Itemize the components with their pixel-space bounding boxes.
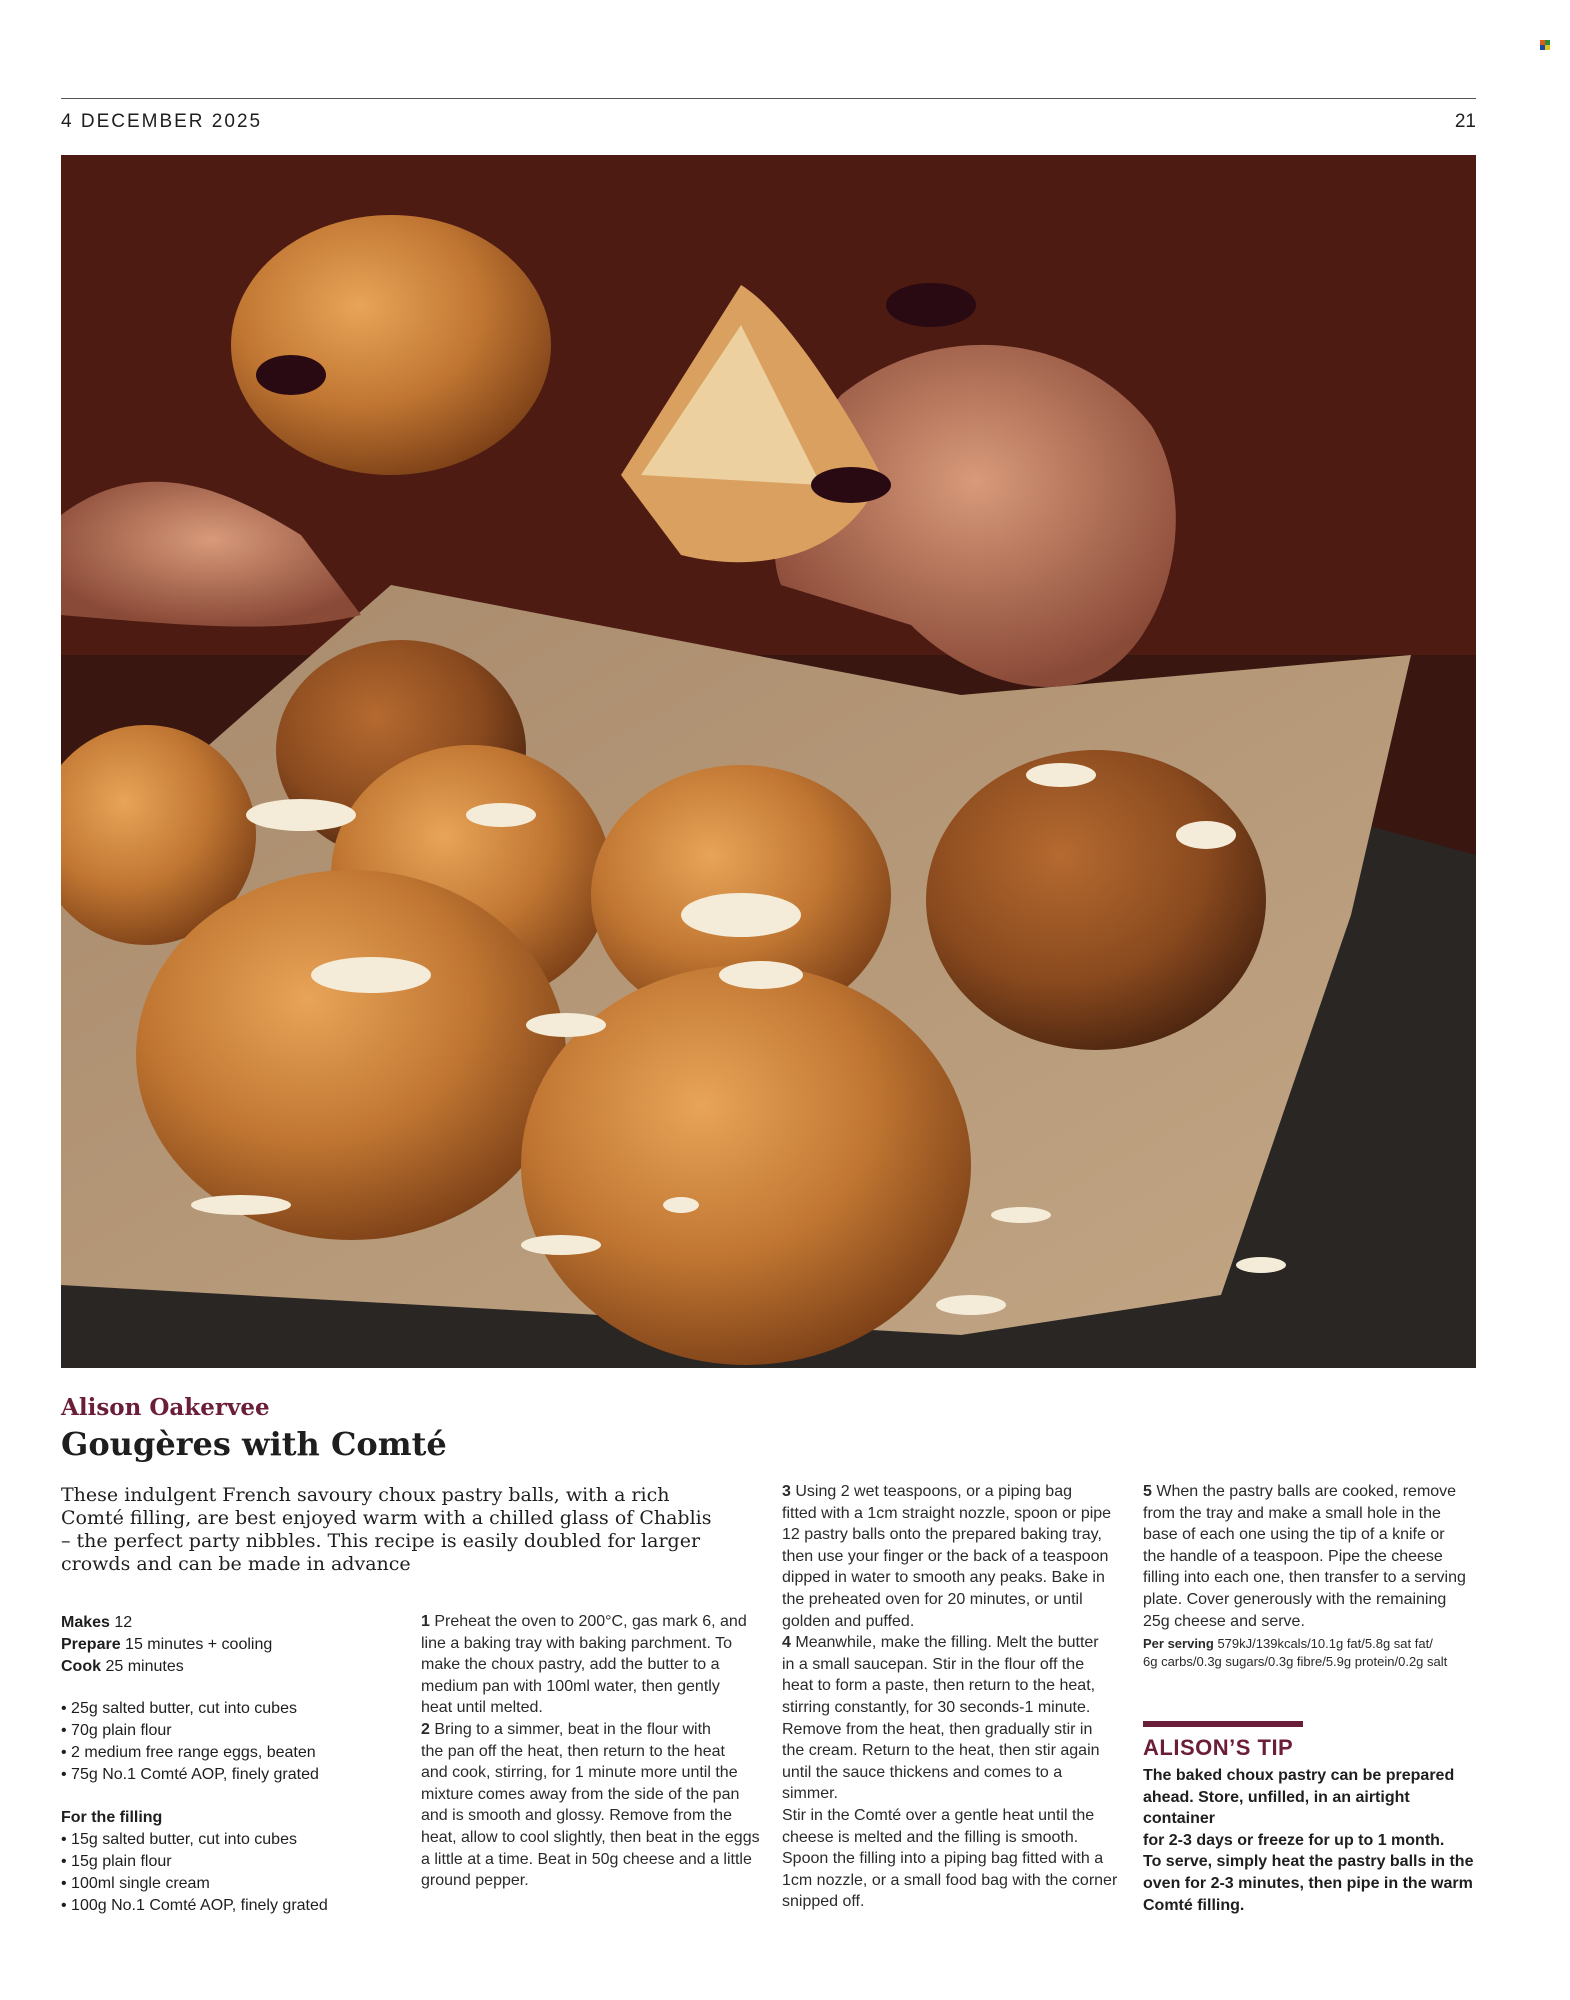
method-line: heat, allow to cool slightly, then beat in the eggs <box>421 1828 760 1846</box>
step-number: 3 <box>782 1483 791 1500</box>
method-line: Bring to a simmer, beat in the flour with <box>434 1720 711 1738</box>
method-line: in a small saucepan. Stir in the flour off the <box>782 1655 1085 1673</box>
corner-logo-mark <box>1540 40 1550 50</box>
ingredients-list <box>61 1698 319 1786</box>
method-line: medium pan with 100ml water, then gently <box>421 1677 720 1695</box>
method-line: Using 2 wet teaspoons, or a piping bag <box>795 1483 1072 1500</box>
method-line: golden and puffed. <box>782 1612 915 1630</box>
prepare-value: 15 minutes + cooling <box>125 1636 273 1653</box>
nutrition-line: 579kJ/139kcals/10.1g fat/5.8g sat fat/ <box>1217 1636 1433 1652</box>
intro-line: Comté filling, are best enjoyed warm with a chilled glass of Chablis <box>61 1507 712 1529</box>
filling-item: • 100ml single cream <box>61 1875 210 1892</box>
gougeres-photo <box>61 155 1476 1368</box>
method-column-2 <box>782 1481 1122 1913</box>
nutrition-info <box>1143 1635 1483 1671</box>
method-line: filling into each one, then transfer to a serving <box>1143 1569 1466 1587</box>
method-line: fitted with a 1cm straight nozzle, spoon or pipe <box>782 1504 1112 1522</box>
method-line: Remove from the heat, then gradually stir in <box>782 1720 1093 1738</box>
method-line: stirring constantly, for 30 seconds-1 minute. <box>782 1698 1091 1716</box>
method-line: 12 pastry balls onto the prepared baking tray, <box>782 1526 1102 1544</box>
makes-label: Makes <box>61 1614 110 1631</box>
method-line: from the tray and make a small hole in the <box>1143 1504 1441 1522</box>
filling-heading: For the filling <box>61 1809 163 1826</box>
ingredient-item: • 25g salted butter, cut into cubes <box>61 1700 297 1717</box>
method-line: dipped in water to smooth any peaks. Bake in <box>782 1569 1105 1587</box>
tip-title: ALISON’S TIP <box>1143 1735 1294 1760</box>
method-line: mixture comes away from the side of the pan <box>421 1785 740 1803</box>
tip-line: for 2-3 days or freeze for up to 1 month. <box>1143 1831 1445 1849</box>
recipe-meta <box>61 1612 272 1678</box>
recipe-title: Gougères with Comté <box>61 1425 447 1463</box>
prepare-label: Prepare <box>61 1636 121 1653</box>
tip-body <box>1143 1765 1478 1916</box>
method-line: the handle of a teaspoon. Pipe the cheese <box>1143 1547 1443 1565</box>
method-line: heat to form a paste, then return to the heat, <box>782 1677 1096 1695</box>
method-line: heat until melted. <box>421 1699 543 1717</box>
method-line: ground pepper. <box>421 1872 529 1890</box>
makes-row <box>61 1612 272 1634</box>
ingredient-item: • 70g plain flour <box>61 1722 172 1739</box>
step-number: 5 <box>1143 1483 1152 1500</box>
step-number: 1 <box>421 1613 430 1630</box>
tip-line: Comté filling. <box>1143 1896 1245 1914</box>
filling-list <box>61 1807 328 1917</box>
per-serving-label: Per serving <box>1143 1636 1214 1652</box>
method-line: snipped off. <box>782 1893 865 1911</box>
step-number: 2 <box>421 1720 430 1738</box>
method-line: until the sauce thickens and comes to a simmer. <box>782 1763 1063 1803</box>
method-line: Preheat the oven to 200°C, gas mark 6, and <box>434 1613 747 1630</box>
method-line: cheese is melted and the filling is smooth. <box>782 1828 1079 1846</box>
tip-line: ahead. Store, unfilled, in an airtight container <box>1143 1788 1410 1828</box>
makes-value: 12 <box>114 1614 133 1631</box>
intro-line: These indulgent French savoury choux pastry balls, with a rich <box>61 1484 670 1506</box>
method-line: the pan off the heat, then return to the heat <box>421 1742 725 1760</box>
cook-label: Cook <box>61 1658 101 1675</box>
method-line: plate. Cover generously with the remaining <box>1143 1590 1447 1608</box>
method-line: base of each one using the tip of a knife or <box>1143 1526 1445 1544</box>
tip-line: The baked choux pastry can be prepared <box>1143 1767 1455 1784</box>
ingredient-item: • 75g No.1 Comté AOP, finely grated <box>61 1766 319 1783</box>
method-line: and cook, stirring, for 1 minute more until the <box>421 1764 738 1782</box>
method-line: make the choux pastry, add the butter to a <box>421 1656 720 1674</box>
cook-value: 25 minutes <box>105 1658 184 1675</box>
recipe-intro <box>61 1484 761 1576</box>
ingredient-item: • 2 medium free range eggs, beaten <box>61 1744 316 1761</box>
tip-accent-bar <box>1143 1721 1303 1727</box>
recipe-author: Alison Oakervee <box>61 1394 270 1421</box>
intro-line: crowds and can be made in advance <box>61 1553 411 1575</box>
method-line: and is smooth and glossy. Remove from the <box>421 1807 732 1825</box>
tip-line: To serve, simply heat the pastry balls in the <box>1143 1853 1474 1871</box>
method-column-1 <box>421 1611 761 1892</box>
page-number: 21 <box>1454 111 1476 132</box>
prepare-row <box>61 1634 272 1656</box>
nutrition-line: 6g carbs/0.3g sugars/0.3g fibre/5.9g protein/0.2g salt <box>1143 1654 1448 1670</box>
method-line: 25g cheese and serve. <box>1143 1612 1305 1630</box>
method-line: a little at a time. Beat in 50g cheese and a little <box>421 1850 752 1868</box>
method-line: Spoon the filling into a piping bag fitted with a <box>782 1850 1104 1868</box>
tip-line: oven for 2-3 minutes, then pipe in the warm <box>1143 1874 1473 1892</box>
method-line: then use your finger or the back of a teaspoon <box>782 1547 1109 1565</box>
method-line: Meanwhile, make the filling. Melt the butter <box>795 1634 1099 1652</box>
filling-item: • 15g salted butter, cut into cubes <box>61 1831 297 1848</box>
header-rule <box>61 98 1476 99</box>
method-line: line a baking tray with baking parchment. To <box>421 1634 732 1652</box>
method-line: the preheated oven for 20 minutes, or until <box>782 1590 1083 1608</box>
method-line: the cream. Return to the heat, then stir again <box>782 1742 1100 1760</box>
intro-line: – the perfect party nibbles. This recipe is easily doubled for larger <box>61 1530 701 1552</box>
filling-item: • 15g plain flour <box>61 1853 172 1870</box>
step-number: 4 <box>782 1634 791 1652</box>
filling-item: • 100g No.1 Comté AOP, finely grated <box>61 1897 328 1914</box>
cook-row <box>61 1656 272 1678</box>
method-line: When the pastry balls are cooked, remove <box>1156 1483 1457 1500</box>
method-line: 1cm nozzle, or a small food bag with the corner <box>782 1871 1118 1889</box>
issue-date: 4 DECEMBER 2025 <box>61 111 263 132</box>
method-line: Stir in the Comté over a gentle heat until the <box>782 1806 1095 1824</box>
method-column-3 <box>1143 1481 1483 1671</box>
